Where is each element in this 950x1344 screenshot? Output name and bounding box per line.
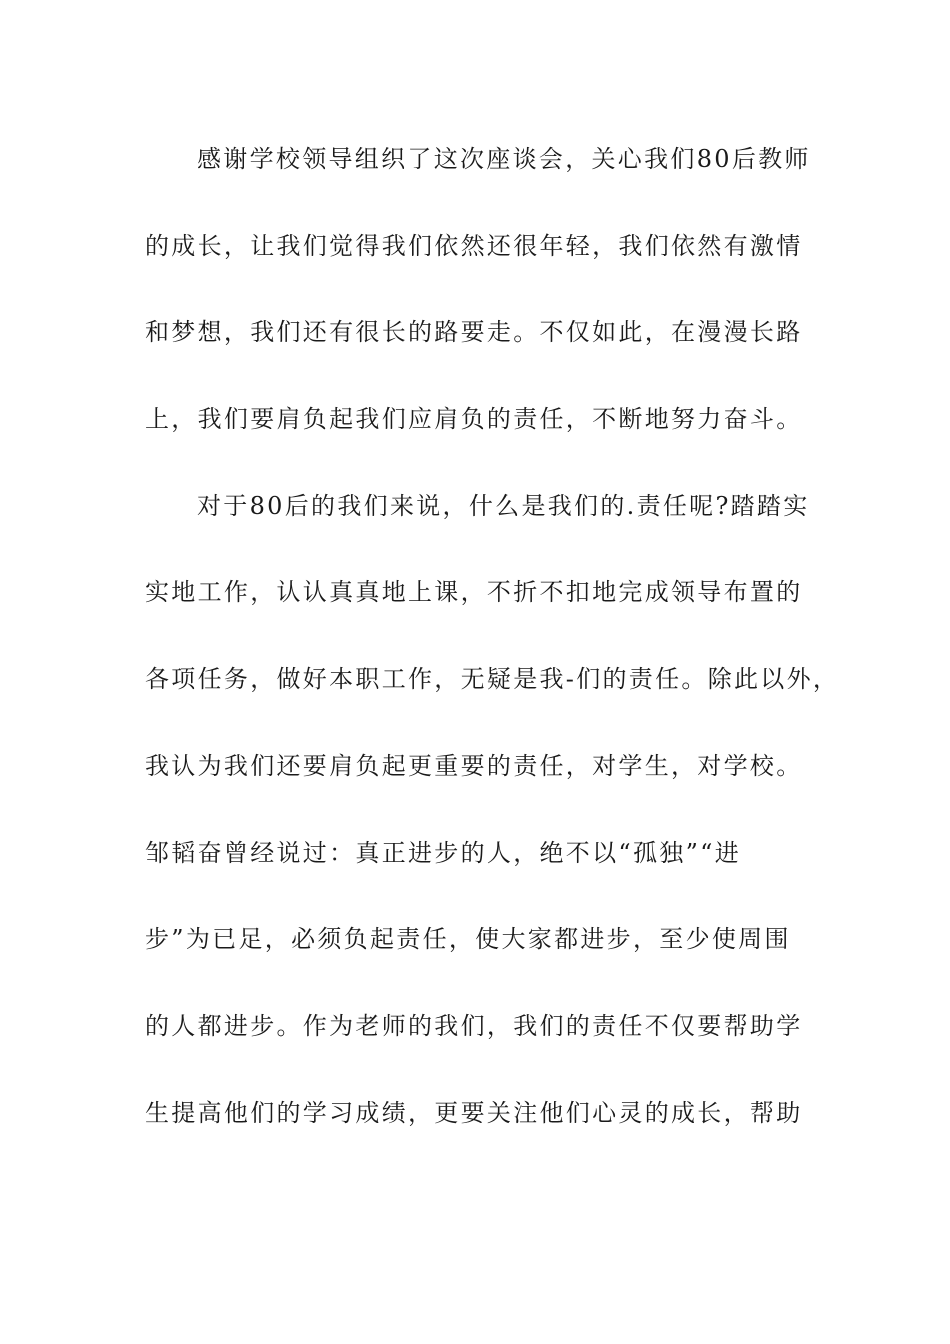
paragraph-1-line-4: 上，我们要肩负起我们应肩负的责任，不断地努力奋斗。 [145,405,803,434]
paragraph-1-line-2: 的成长，让我们觉得我们依然还很年轻，我们依然有激情 [145,231,803,260]
paragraph-2-line-5: 邹韬奋曾经说过：真正进步的人，绝不以“孤独”“进 [145,838,742,867]
paragraph-1-line-3: 和梦想，我们还有很长的路要走。不仅如此，在漫漫长路 [145,318,803,347]
paragraph-2-line-2: 实地工作，认认真真地上课，不折不扣地完成领导布置的 [145,578,803,607]
paragraph-1-line-1: 感谢学校领导组织了这次座谈会，关心我们80后教师 [197,145,811,173]
paragraph-2-line-6: 步”为已足，必须负起责任，使大家都进步，至少使周围 [145,925,791,954]
paragraph-2-line-3: 各项任务，做好本职工作，无疑是我-们的责任。除此以外， [145,665,840,694]
paragraph-2-line-7: 的人都进步。作为老师的我们，我们的责任不仅要帮助学 [145,1011,803,1040]
paragraph-2-line-1: 对于80后的我们来说，什么是我们的.责任呢?踏踏实 [197,491,810,520]
body-text [145,134,840,1174]
paragraph-2-line-8: 生提高他们的学习成绩，更要关注他们心灵的成长，帮助 [145,1098,803,1127]
paragraph-2-line-4: 我认为我们还要肩负起更重要的责任，对学生，对学校。 [145,751,803,780]
